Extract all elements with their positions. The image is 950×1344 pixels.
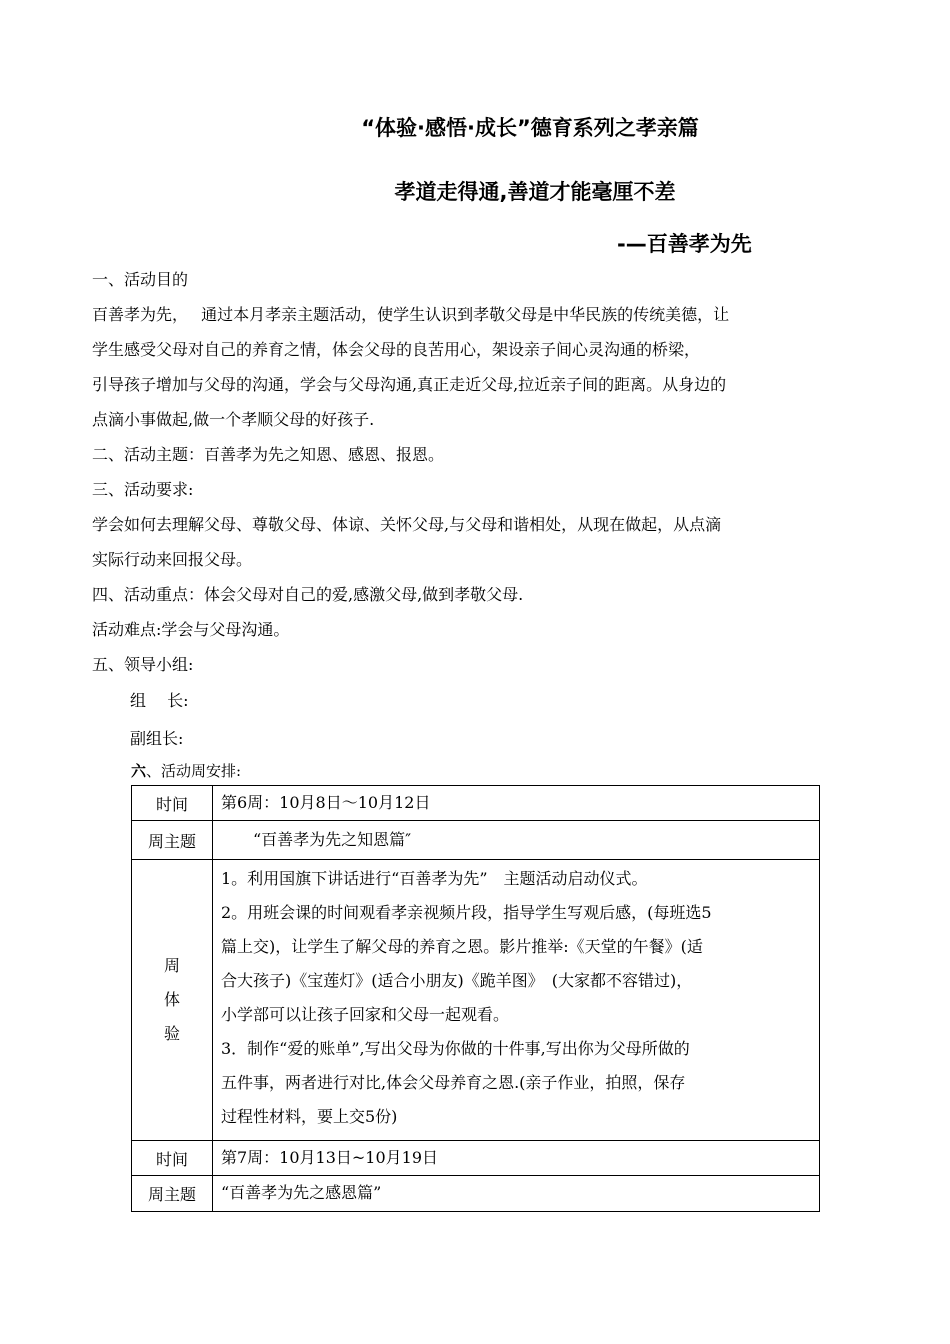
leader-line: 组 长: bbox=[130, 691, 189, 710]
activity-line: 3．制作“爱的账单”,写出父母为你做的十件事,写出你为父母所做的 bbox=[221, 1039, 690, 1058]
table-row bbox=[132, 1176, 820, 1212]
paragraph-line: 实际行动来回报父母。 bbox=[92, 550, 253, 569]
activity-line: 五件事，两者进行对比,体会父母养育之恩.(亲子作业，拍照，保存 bbox=[221, 1073, 686, 1092]
section-heading: 五、领导小组: bbox=[92, 655, 194, 674]
paragraph-line: 学会如何去理解父母、尊敬父母、体谅、关怀父母,与父母和谐相处，从现在做起，从点滴 bbox=[92, 515, 722, 534]
section-6-number: 六 bbox=[131, 762, 147, 780]
paragraph-line: 学生感受父母对自己的养育之情，体会父母的良苦用心，架设亲子间心灵沟通的桥梁， bbox=[92, 340, 701, 359]
vice-leader-line: 副组长: bbox=[130, 729, 184, 748]
table-row bbox=[132, 821, 820, 860]
table-label-cell-vertical bbox=[132, 860, 213, 1141]
table-row bbox=[132, 1141, 820, 1176]
paragraph-line: 活动难点:学会与父母沟通。 bbox=[92, 620, 290, 639]
document-title: “体验·感悟·成长”德育系列之孝亲篇 bbox=[361, 116, 699, 140]
table-value-cell-multiline bbox=[213, 860, 820, 1141]
document-subtitle: 孝道走得通,善道才能毫厘不差 bbox=[394, 180, 676, 204]
document-tagline: -—百善孝为先 bbox=[617, 232, 752, 256]
section-heading: 一、活动目的 bbox=[92, 270, 189, 289]
table-row bbox=[132, 860, 820, 1141]
table-row bbox=[132, 786, 820, 821]
activity-line: 小学部可以让孩子回家和父母一起观看。 bbox=[221, 1005, 510, 1024]
table-label-cell: 时间 bbox=[132, 1141, 213, 1176]
vertical-label-char: 周 bbox=[163, 956, 180, 975]
table-value-cell: 第6周：10月8日～10月12日 bbox=[213, 786, 820, 821]
table-label-cell: 时间 bbox=[132, 786, 213, 821]
activity-line: 合大孩子)《宝莲灯》(适合小朋友)《跪羊图》 (大家都不容错过)， bbox=[221, 971, 693, 990]
body-section-1 bbox=[92, 262, 862, 758]
paragraph-line: 点滴小事做起,做一个孝顺父母的好孩子. bbox=[92, 410, 375, 429]
table-label-cell: 周主题 bbox=[132, 821, 213, 860]
section-heading: 二、活动主题：百善孝为先之知恩、感恩、报恩。 bbox=[92, 445, 445, 464]
schedule-table bbox=[131, 785, 820, 1212]
activity-line: 1。利用国旗下讲话进行“百善孝为先” 主题活动启动仪式。 bbox=[221, 869, 648, 888]
table-value-cell: 第7周：10月13日~10月19日 bbox=[213, 1141, 820, 1176]
paragraph-line: 引导孩子增加与父母的沟通，学会与父母沟通,真正走近父母,拉近亲子间的距离。从身边的 bbox=[92, 375, 727, 394]
paragraph-line: 百善孝为先， 通过本月孝亲主题活动，使学生认识到孝敬父母是中华民族的传统美德，让 bbox=[92, 305, 730, 324]
activity-line: 2。用班会课的时间观看孝亲视频片段，指导学生写观后感，(每班选5 bbox=[221, 903, 712, 922]
vertical-label-char: 体 bbox=[163, 990, 180, 1009]
section-6-title: 、活动周安排: bbox=[146, 762, 242, 780]
table-value-cell: “百善孝为先之知恩篇″ bbox=[213, 821, 820, 860]
vertical-label-char: 验 bbox=[163, 1024, 180, 1043]
activity-line: 过程性材料，要上交5份) bbox=[221, 1107, 398, 1126]
activity-line: 篇上交)，让学生了解父母的养育之恩。影片推举:《天堂的午餐》(适 bbox=[221, 937, 703, 956]
section-heading: 三、活动要求: bbox=[92, 480, 194, 499]
section-6-heading bbox=[131, 758, 901, 784]
table-value-cell: “百善孝为先之感恩篇” bbox=[213, 1176, 820, 1212]
section-heading: 四、活动重点：体会父母对自己的爱,感激父母,做到孝敬父母. bbox=[92, 585, 524, 604]
table-label-cell: 周主题 bbox=[132, 1176, 213, 1212]
